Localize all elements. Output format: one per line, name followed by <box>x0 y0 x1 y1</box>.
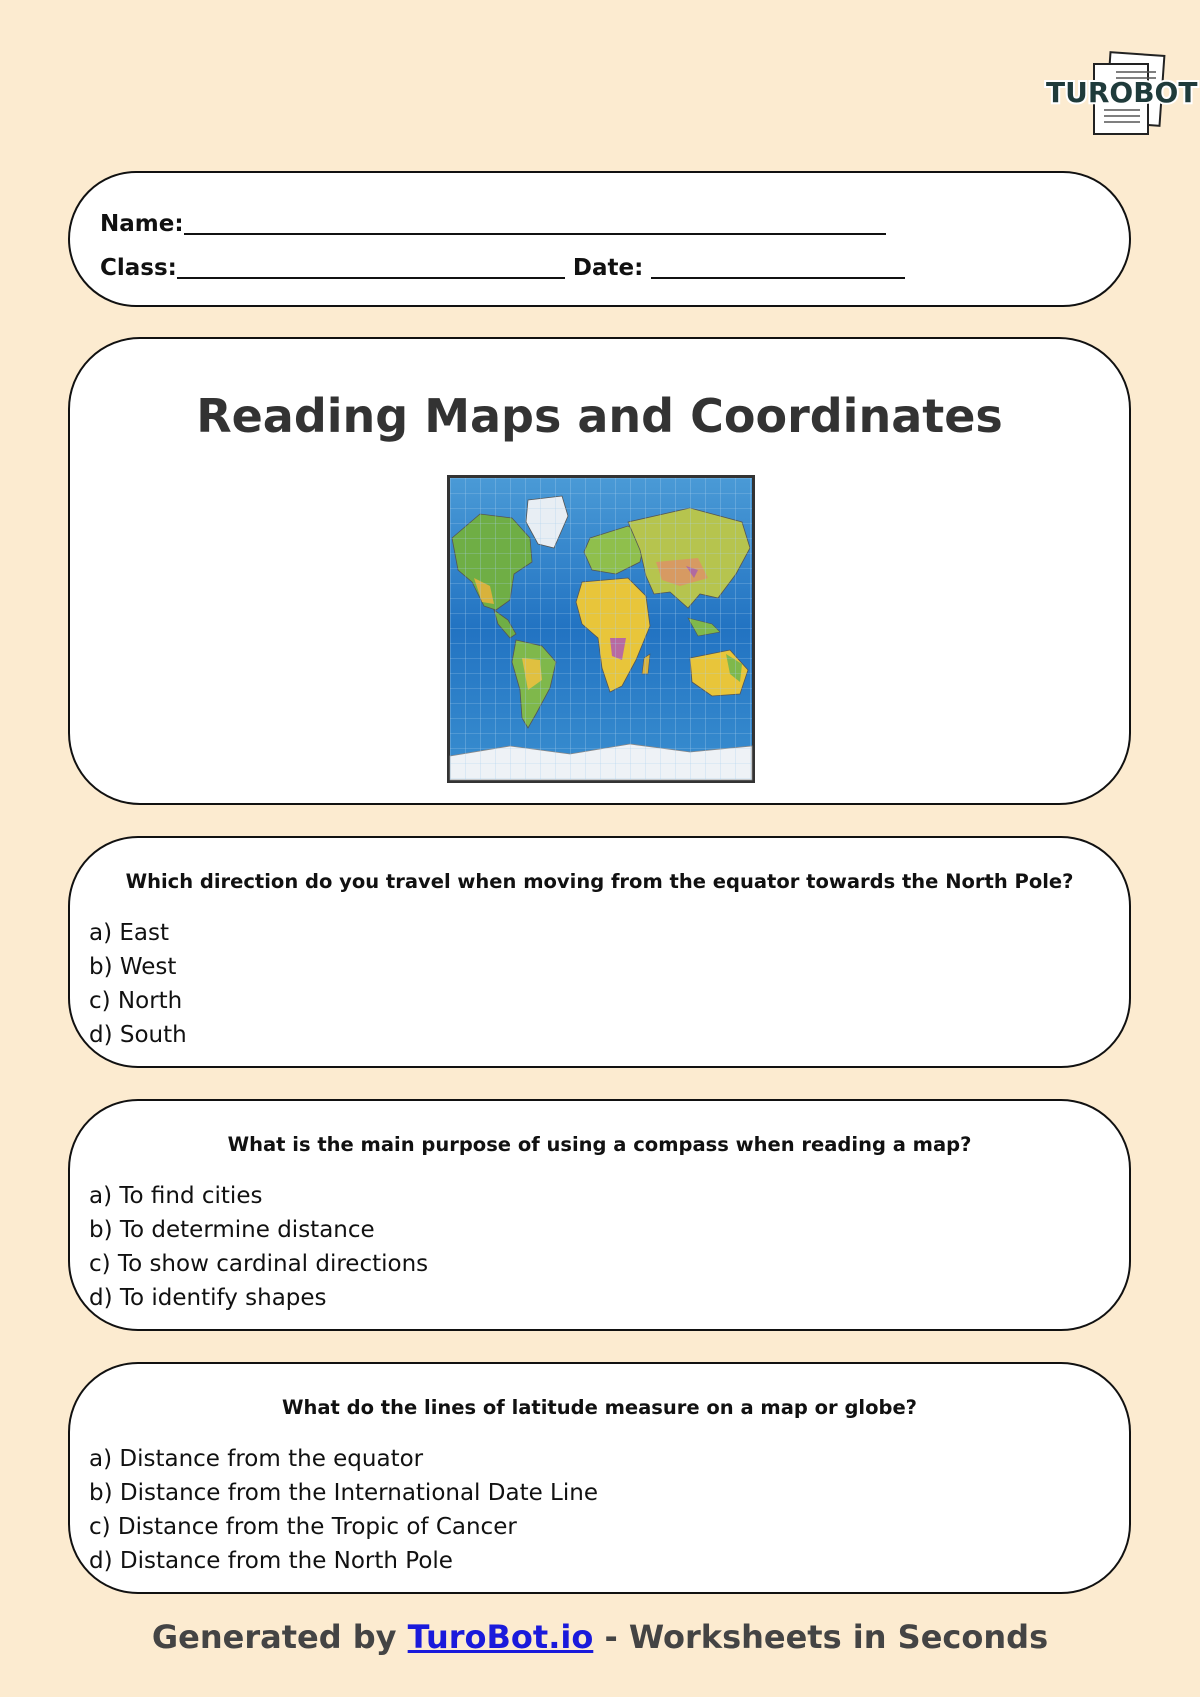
worksheet-title: Reading Maps and Coordinates <box>196 389 1003 443</box>
class-date-row <box>100 255 905 281</box>
answer-options <box>89 1179 428 1315</box>
name-field[interactable] <box>184 211 886 235</box>
answer-option[interactable]: c) North <box>89 988 183 1014</box>
question-card-3 <box>68 1362 1131 1594</box>
turobot-link[interactable]: TuroBot.io <box>407 1618 594 1656</box>
title-card <box>68 337 1131 805</box>
answer-option[interactable]: c) To show cardinal directions <box>89 1251 429 1277</box>
answer-option[interactable]: d) To identify shapes <box>89 1285 327 1311</box>
question-text: What is the main purpose of using a compass when reading a map? <box>227 1133 972 1156</box>
turobot-logo <box>1044 50 1198 138</box>
question-card-1 <box>68 836 1131 1068</box>
footer-suffix: - Worksheets in Seconds <box>593 1618 1049 1656</box>
answer-option[interactable]: a) To find cities <box>89 1183 263 1209</box>
answer-options <box>89 1442 598 1578</box>
question-text: What do the lines of latitude measure on a map or globe? <box>282 1396 917 1419</box>
answer-options <box>89 916 187 1052</box>
answer-option[interactable]: a) East <box>89 920 170 946</box>
answer-option[interactable]: b) Distance from the International Date Line <box>89 1480 598 1506</box>
name-label: Name: <box>100 211 184 237</box>
question-card-2 <box>68 1099 1131 1331</box>
answer-option[interactable]: d) South <box>89 1022 187 1048</box>
answer-option[interactable]: d) Distance from the North Pole <box>89 1548 453 1574</box>
date-field[interactable] <box>651 255 905 279</box>
name-row <box>100 211 886 237</box>
class-label: Class: <box>100 255 177 281</box>
footer-prefix: Generated by <box>151 1618 408 1656</box>
answer-option[interactable]: b) To determine distance <box>89 1217 375 1243</box>
answer-option[interactable]: a) Distance from the equator <box>89 1446 424 1472</box>
answer-option[interactable]: c) Distance from the Tropic of Cancer <box>89 1514 517 1540</box>
footer <box>0 1618 1200 1656</box>
date-label: Date: <box>572 255 644 281</box>
world-map-image <box>447 475 755 783</box>
answer-option[interactable]: b) West <box>89 954 177 980</box>
logo-text: TUROBOT <box>1046 76 1198 109</box>
question-text: Which direction do you travel when moving from the equator towards the North Pole? <box>125 870 1074 893</box>
student-info-card <box>68 171 1131 307</box>
class-field[interactable] <box>177 255 565 279</box>
